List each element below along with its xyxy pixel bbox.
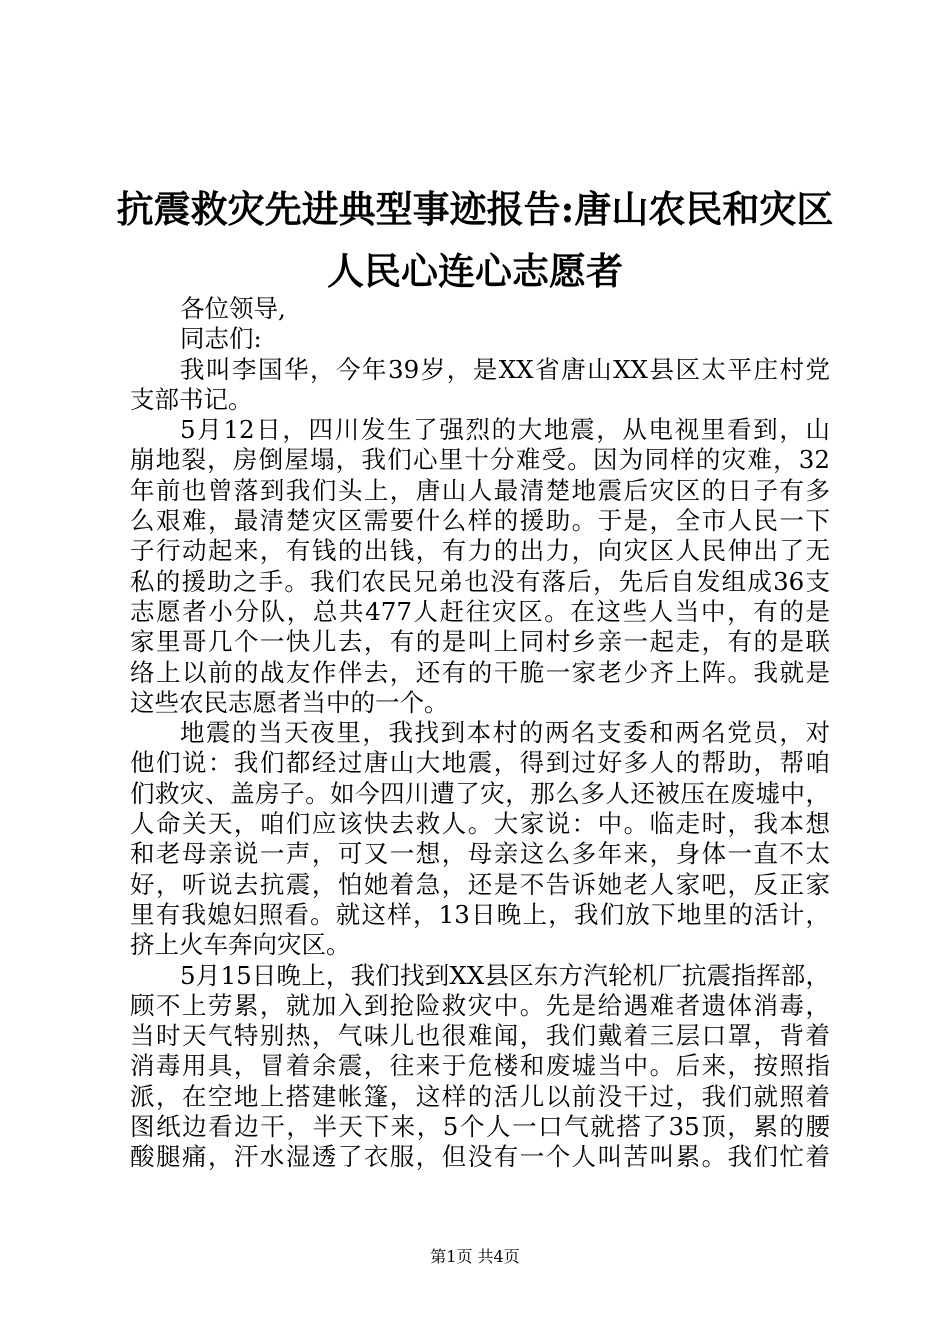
document-title — [100, 178, 850, 302]
paragraph-line: 我叫李国华，今年39岁，是XX省唐山XX县区太平庄村党 — [180, 354, 830, 384]
paragraph-line: 里有我媳妇照看。就这样，13日晚上，我们放下地里的活计， — [130, 899, 830, 929]
paragraph-line: 5月15日晚上，我们找到XX县区东方汽轮机厂抗震指挥部， — [180, 960, 830, 990]
paragraph-line: 络上以前的战友作伴去，还有的干脆一家老少齐上阵。我就是 — [130, 657, 830, 687]
document-body — [130, 294, 830, 1173]
paragraph-line: 同志们: — [180, 324, 262, 354]
paragraph — [130, 961, 830, 1173]
paragraph — [130, 415, 830, 718]
paragraph-line: 5月12日，四川发生了强烈的大地震，从电视里看到，山 — [180, 415, 830, 445]
paragraph — [130, 324, 830, 354]
paragraph-line: 挤上火车奔向灾区。 — [130, 930, 351, 960]
paragraph-line: 志愿者小分队，总共477人赶往灾区。在这些人当中，有的是 — [130, 596, 830, 626]
paragraph-line: 和老母亲说一声，可又一想，母亲这么多年来，身体一直不太 — [130, 839, 830, 869]
paragraph-line: 崩地裂，房倒屋塌，我们心里十分难受。因为同样的灾难，32 — [130, 445, 830, 475]
paragraph-line: 么艰难，最清楚灾区需要什么样的援助。于是，全市人民一下 — [130, 506, 830, 536]
paragraph-line: 支部书记。 — [130, 384, 253, 414]
paragraph-line: 图纸边看边干，半天下来，5个人一口气就搭了35顶，累的腰 — [130, 1112, 830, 1142]
paragraph — [130, 718, 830, 960]
title-line-2: 人民心连心志愿者 — [327, 249, 623, 293]
paragraph-line: 各位领导, — [180, 294, 286, 323]
paragraph-line: 地震的当天夜里，我找到本村的两名支委和两名党员，对 — [180, 718, 830, 748]
paragraph-line: 这些农民志愿者当中的一个。 — [130, 687, 449, 717]
title-line-1: 抗震救灾先进典型事迹报告:唐山农民和灾区 — [116, 187, 834, 231]
page-footer: 第1页 共4页 — [430, 1247, 520, 1266]
paragraph-line: 们救灾、盖房子。如今四川遭了灾，那么多人还被压在废墟中， — [130, 778, 830, 808]
paragraph-line: 好，听说去抗震，怕她着急，还是不告诉她老人家吧，反正家 — [130, 869, 830, 899]
paragraph-line: 私的援助之手。我们农民兄弟也没有落后，先后自发组成36支 — [130, 566, 830, 596]
paragraph-line: 他们说：我们都经过唐山大地震，得到过好多人的帮助，帮咱 — [130, 748, 830, 778]
paragraph-line: 酸腿痛，汗水湿透了衣服，但没有一个人叫苦叫累。我们忙着 — [130, 1142, 830, 1172]
paragraph-line: 当时天气特别热，气味儿也很难闻，我们戴着三层口罩，背着 — [130, 1021, 830, 1051]
paragraph-line: 家里哥几个一快儿去，有的是叫上同村乡亲一起走，有的是联 — [130, 627, 830, 657]
paragraph-line: 顾不上劳累，就加入到抢险救灾中。先是给遇难者遗体消毒， — [130, 990, 830, 1020]
paragraph-line: 子行动起来，有钱的出钱，有力的出力，向灾区人民伸出了无 — [130, 536, 830, 566]
paragraph — [130, 294, 830, 324]
paragraph — [130, 355, 830, 416]
paragraph-line: 消毒用具，冒着余震，往来于危楼和废墟当中。后来，按照指 — [130, 1051, 830, 1081]
paragraph-line: 年前也曾落到我们头上，唐山人最清楚地震后灾区的日子有多 — [130, 475, 830, 505]
paragraph-line: 派，在空地上搭建帐篷，这样的活儿以前没干过，我们就照着 — [130, 1081, 830, 1111]
paragraph-line: 人命关天，咱们应该快去救人。大家说：中。临走时，我本想 — [130, 809, 830, 839]
